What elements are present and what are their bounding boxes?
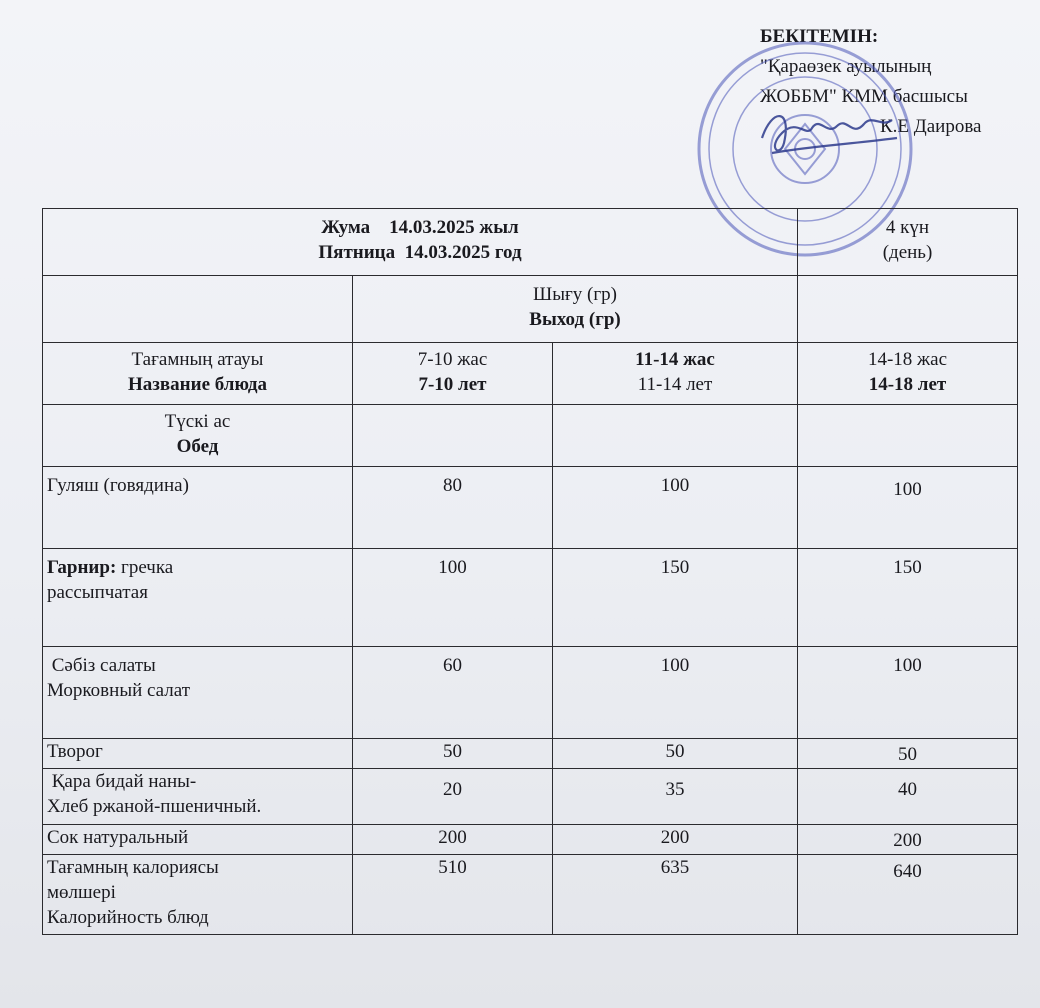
dish-name-line2: Морковный салат (47, 680, 191, 701)
meal-ru: Обед (176, 436, 219, 457)
col-age2-kz: 11-14 жас (635, 349, 715, 370)
value-age1: 100 (353, 549, 553, 647)
col-age1-kz: 7-10 жас (417, 349, 488, 370)
value-age1: 60 (353, 647, 553, 739)
col-age1-ru: 7-10 лет (418, 374, 487, 395)
dish-name: Сок натуральный (43, 825, 353, 855)
col-age1 (353, 343, 553, 405)
dish-name-line: Қара бидай наны- (47, 771, 197, 792)
day-number-cell (798, 209, 1018, 276)
meal-kz: Түскі ас (164, 411, 231, 432)
value-age3: 200 (798, 825, 1018, 855)
dish-name-line3: Калорийность блюд (47, 907, 209, 928)
garnish-label: Гарнир: (47, 557, 117, 578)
output-empty-left (43, 276, 353, 343)
col-age3-ru: 14-18 лет (868, 374, 947, 395)
signature (752, 98, 902, 168)
output-ru: Выход (гр) (529, 309, 621, 330)
approval-school: "Қараөзек ауылының (760, 56, 932, 77)
date-ru: Пятница 14.03.2025 год (318, 242, 522, 263)
output-empty-right (798, 276, 1018, 343)
dish-name-line2: рассыпчатая (47, 582, 148, 603)
col-name (43, 343, 353, 405)
col-name-ru: Название блюда (128, 374, 267, 395)
value-age2: 150 (553, 549, 798, 647)
table-row (43, 467, 1018, 549)
value-age1: 80 (353, 467, 553, 549)
table-row (43, 647, 1018, 739)
value-age2: 100 (553, 647, 798, 739)
value-age1: 200 (353, 825, 553, 855)
dish-name (43, 855, 353, 935)
meal-cell (43, 405, 353, 467)
day-number-ru: (день) (882, 242, 933, 263)
value-age2: 50 (553, 739, 798, 769)
output-row (43, 276, 1018, 343)
value-age1: 50 (353, 739, 553, 769)
col-age2 (553, 343, 798, 405)
garnish-text: гречка (116, 557, 174, 578)
meal-empty-2 (553, 405, 798, 467)
value-age3: 50 (798, 739, 1018, 769)
date-kz: Жума 14.03.2025 жыл (321, 217, 519, 238)
table-row (43, 549, 1018, 647)
col-age3 (798, 343, 1018, 405)
date-cell (43, 209, 798, 276)
value-age3: 640 (798, 855, 1018, 935)
table-row (43, 825, 1018, 855)
dish-name-line (47, 549, 348, 580)
dish-name-line2: Хлеб ржаной-пшеничный. (47, 796, 262, 817)
dish-name-line: Сәбіз салаты (47, 655, 156, 676)
dish-name (43, 467, 353, 549)
col-age3-kz: 14-18 жас (867, 349, 948, 370)
value-age2: 35 (553, 769, 798, 825)
approval-title: БЕКІТЕМІН: (760, 26, 879, 47)
col-name-kz: Тағамның атауы (131, 349, 264, 370)
table-row (43, 855, 1018, 935)
dish-name-line: Гуляш (говядина) (47, 475, 189, 496)
dish-name (43, 769, 353, 825)
menu-table (42, 208, 1018, 935)
approval-position: ЖОББМ" КММ басшысы (760, 86, 968, 107)
day-number-kz: 4 күн (885, 217, 930, 238)
meal-row (43, 405, 1018, 467)
dish-name-line: Тағамның калориясы (47, 857, 219, 878)
value-age1: 20 (353, 769, 553, 825)
value-age1: 510 (353, 855, 553, 935)
value-age2: 100 (553, 467, 798, 549)
table-row (43, 739, 1018, 769)
table-row (43, 769, 1018, 825)
output-kz: Шығу (гр) (533, 284, 617, 305)
value-age3: 100 (798, 647, 1018, 739)
value-age3: 150 (798, 549, 1018, 647)
date-row (43, 209, 1018, 276)
dish-name: Творог (43, 739, 353, 769)
dish-name (43, 549, 353, 647)
value-age3: 40 (798, 769, 1018, 825)
value-age2: 635 (553, 855, 798, 935)
output-cell (353, 276, 798, 343)
meal-empty-1 (353, 405, 553, 467)
meal-empty-3 (798, 405, 1018, 467)
value-age3: 100 (798, 467, 1018, 549)
dish-name (43, 647, 353, 739)
approval-director: К.Е Даирова (880, 116, 982, 137)
value-age2: 200 (553, 825, 798, 855)
dish-name-line2: мөлшері (47, 882, 116, 903)
col-age2-ru: 11-14 лет (637, 374, 713, 395)
column-header-row (43, 343, 1018, 405)
